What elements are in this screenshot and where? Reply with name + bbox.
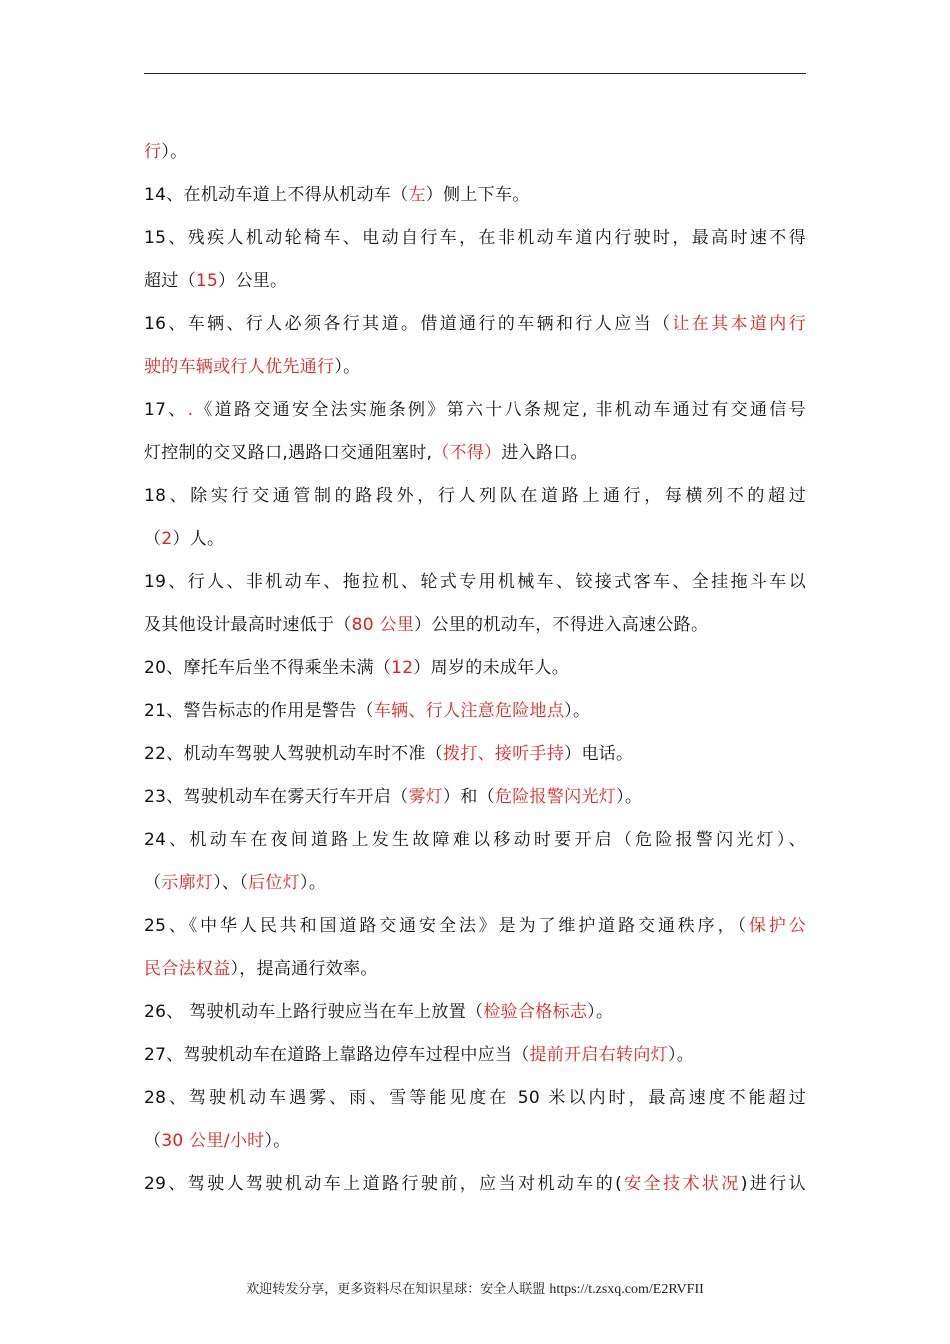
question-text: ）周岁的未成年人。	[413, 658, 570, 678]
answer-text: 2	[161, 529, 173, 549]
text-line	[144, 819, 806, 862]
text-line	[144, 131, 806, 174]
answer-text: 30 公里/小时	[161, 1131, 265, 1151]
text-line	[144, 690, 806, 733]
text-line	[144, 561, 806, 604]
text-line	[144, 475, 806, 518]
text-line	[144, 991, 806, 1034]
question-text: ）公里的机动车，不得进入高速公路。	[414, 615, 709, 635]
question-text: （	[144, 873, 162, 893]
answer-text: （不得）	[432, 443, 502, 463]
question-text: ）。	[334, 357, 361, 377]
answer-text: 保护公	[748, 916, 806, 936]
text-line	[144, 905, 806, 948]
question-text: 27、驾驶机动车在道路上靠路边停车过程中应当（	[144, 1045, 530, 1065]
footer-text: 欢迎转发分享，更多资料尽在知识星球：安全人联盟	[246, 1282, 550, 1297]
text-line	[144, 389, 806, 432]
question-text: 15、残疾人机动轮椅车、电动自行车，在非机动车道内行驶时，最高时速不得	[144, 228, 806, 248]
question-text: 21、警告标志的作用是警告（	[144, 701, 374, 721]
question-text: 及其他设计最高时速低于（	[144, 615, 352, 635]
text-line	[144, 1120, 806, 1163]
question-text: 14、在机动车道上不得从机动车（	[144, 185, 409, 205]
question-text: 20、摩托车后坐不得乘坐未满（	[144, 658, 392, 678]
text-line	[144, 647, 806, 690]
question-text: 24、机动车在夜间道路上发生故障难以移动时要开启（危险报警闪光灯）、	[144, 830, 806, 850]
question-text: ）。	[300, 873, 327, 893]
answer-text: 车辆、行人注意危险地点	[373, 701, 565, 721]
question-text: ）侧上下车。	[425, 185, 530, 205]
answer-text: 行	[144, 142, 162, 162]
text-line	[144, 604, 806, 647]
text-line	[144, 862, 806, 905]
answer-text: 让在其本道内行	[672, 314, 806, 334]
question-text: ），提高通行效率。	[230, 959, 378, 979]
answer-text: 危险报警闪光灯	[494, 787, 617, 807]
question-text: 17、	[144, 400, 188, 420]
question-text: 26、 驾驶机动车上路行驶应当在车上放置（	[144, 1002, 484, 1022]
question-text: ）。	[564, 701, 591, 721]
question-text: 16、车辆、行人必须各行其道。借道通行的车辆和行人应当（	[144, 314, 673, 334]
answer-text: 安全技术状况	[622, 1174, 741, 1194]
question-text: 19、行人、非机动车、拖拉机、轮式专用机械车、铰接式客车、全挂拖斗车以	[144, 572, 806, 592]
answer-text: 雾灯	[408, 787, 444, 807]
answer-text: 80 公里	[351, 615, 415, 635]
question-text: 18、除实行交通管制的路段外，行人列队在道路上通行，每横列不的超过	[144, 486, 806, 506]
text-line	[144, 1034, 806, 1077]
question-text: ）公里。	[218, 271, 288, 291]
question-text: ）、（	[213, 873, 249, 893]
answer-text: 12	[391, 658, 414, 678]
question-text: ）。	[667, 1045, 695, 1065]
text-line	[144, 776, 806, 819]
question-text: 灯控制的交叉路口,遇路口交通阻塞时,	[144, 443, 433, 463]
question-text: （	[144, 1131, 162, 1151]
question-text: 29、驾驶人驾驶机动车上道路行驶前，应当对机动车的(	[144, 1174, 623, 1194]
question-text: 超过（	[144, 271, 196, 291]
question-text: ）和（	[443, 787, 495, 807]
text-line	[144, 733, 806, 776]
text-line	[144, 432, 806, 475]
text-line	[144, 1077, 806, 1120]
answer-text: .	[187, 400, 194, 420]
answer-text: 驶的车辆或行人优先通行	[144, 357, 335, 377]
page-footer	[0, 1278, 950, 1298]
header-rule	[144, 73, 806, 74]
answer-text: 检验合格标志	[483, 1002, 588, 1022]
text-line	[144, 217, 806, 260]
question-text: 22、机动车驾驶人驾驶机动车时不准（	[144, 744, 444, 764]
answer-text: 民合法权益	[144, 959, 231, 979]
text-line	[144, 1163, 806, 1206]
question-text: ）。	[587, 1002, 614, 1022]
answer-text: 15	[195, 271, 219, 291]
answer-text: 示廓灯	[161, 873, 214, 893]
answer-text: 后位灯	[248, 873, 301, 893]
text-line	[144, 260, 806, 303]
answer-text: 拨打、接听手持	[443, 744, 565, 764]
text-line	[144, 346, 806, 389]
question-text: ）。	[616, 787, 643, 807]
text-line	[144, 948, 806, 991]
question-text: 进入路口。	[501, 443, 588, 463]
answer-text: 左	[408, 185, 426, 205]
question-text: 23、驾驶机动车在雾天行车开启（	[144, 787, 409, 807]
question-text: )进行认	[740, 1174, 806, 1194]
question-text: 28、驾驶机动车遇雾、雨、雪等能见度在 50 米以内时，最高速度不能超过	[144, 1088, 806, 1108]
question-text: 25、《中华人民共和国道路交通安全法》是为了维护道路交通秩序，（	[144, 916, 749, 936]
question-text: 《道路交通安全法实施条例》第六十八条规定, 非机动车通过有交通信号	[193, 400, 806, 420]
footer-link[interactable]: https://t.zsxq.com/E2RVFII	[549, 1282, 704, 1297]
question-text: ）。	[161, 142, 188, 162]
question-text: （	[144, 529, 162, 549]
document-body	[144, 131, 806, 1206]
question-text: ）人。	[172, 529, 225, 549]
answer-text: 提前开启右转向灯	[529, 1045, 668, 1065]
question-text: ）电话。	[564, 744, 634, 764]
text-line	[144, 303, 806, 346]
question-text: ）。	[264, 1131, 291, 1151]
text-line	[144, 174, 806, 217]
text-line	[144, 518, 806, 561]
